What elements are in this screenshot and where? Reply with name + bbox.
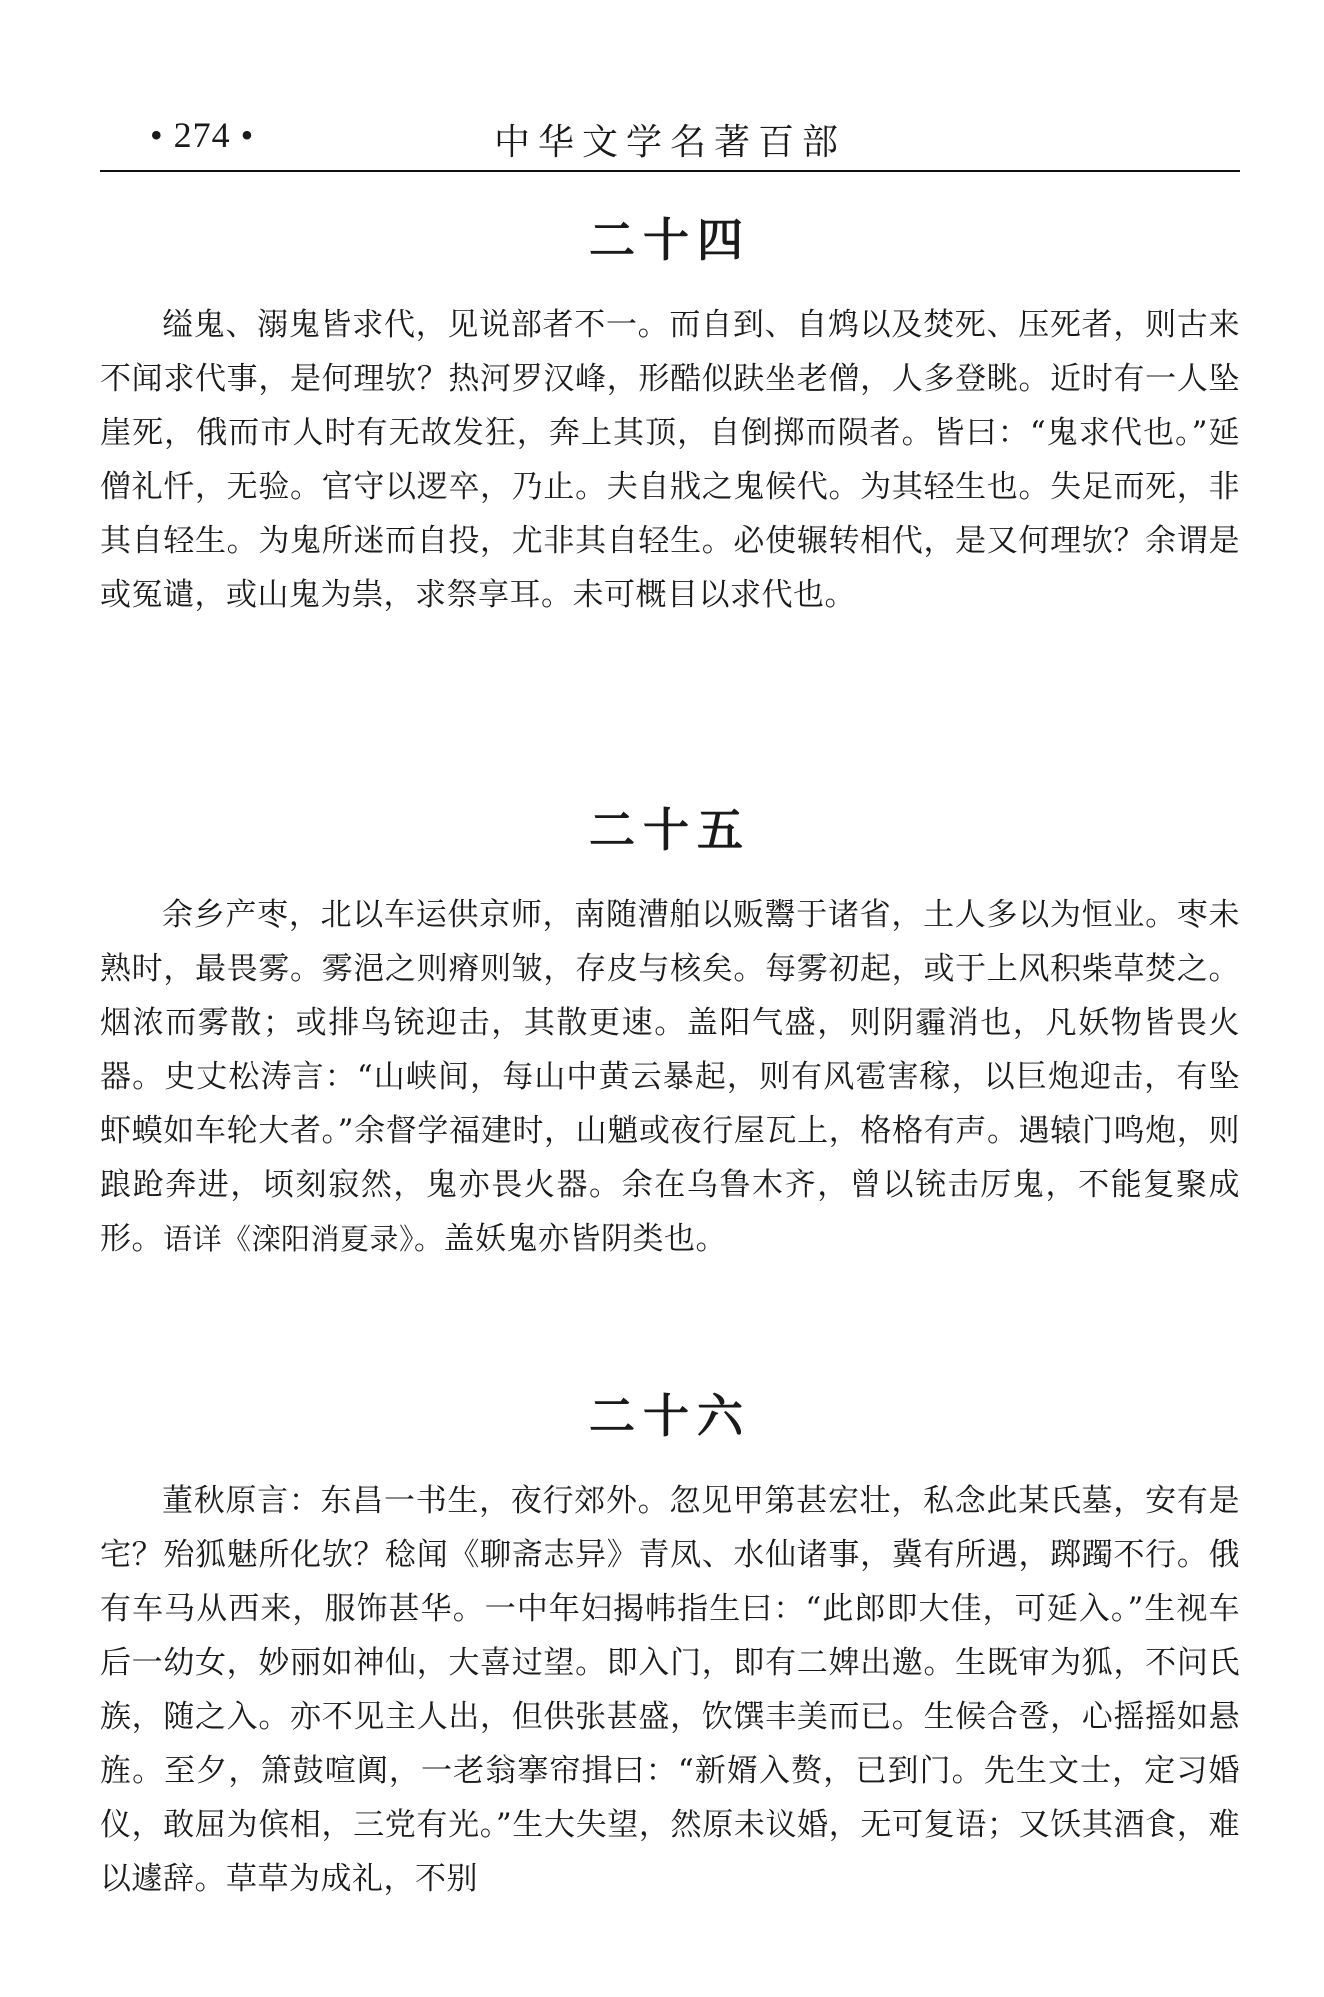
section-body (100, 888, 1240, 1266)
header-rule (100, 170, 1240, 172)
section-26 (100, 1386, 1240, 1906)
page-number: • 274 • (150, 115, 255, 155)
section-body: 缢鬼、溺鬼皆求代，见说部者不一。而自到、自鸩以及焚死、压死者，则古来不闻求代事，是何理欤？热河罗汉峰，形酷似趺坐老僧，人多登眺。近时有一人坠崖死，俄而市人时有无故发狂，奔上其顶，自倒掷而陨者。皆曰：“鬼求代也。”延僧礼忏，无验。官守以逻卒，乃止。夫自戕之鬼候代。为其轻生也。失足而死，非其自轻生。为鬼所迷而自投，尤非其自轻生。必使辗转相代，是又何理欤？余谓是或冤谴，或山鬼为祟，求祭享耳。未可概目以求代也。 (100, 307, 1240, 613)
section-body: 董秋原言：东昌一书生，夜行郊外。忽见甲第甚宏壮，私念此某氏墓，安有是宅？殆狐魅所化欤？稔闻《聊斋志异》青凤、水仙诸事，冀有所遇，踯躅不行。俄有车马从西来，服饰甚华。一中年妇揭帏指生曰：“此郎即大佳，可延入。”生视车后一幼女，妙丽如神仙，大喜过望。即入门，即有二婢出邀。生既审为狐，不问氏族，随之入。亦不见主人出，但供张甚盛，饮馔丰美而已。生候合卺，心摇摇如悬旌。至夕，箫鼓喧阗，一老翁搴帘揖曰：“新婿入赘，已到门。先生文士，定习婚仪，敢屈为傧相，三党有光。”生大失望，然原未议婚，无可复语；又饫其酒食，难以遽辞。草草为成礼，不别 (100, 1483, 1240, 1897)
book-title: 中华文学名著百部 (493, 122, 846, 163)
section-body-main: 余乡产枣，北以车运供京师，南随漕舶以贩鬻于诸省，土人多以为恒业。枣未熟时，最畏雾。雾浥之则瘠则皱，存皮与核矣。每雾初起，或于上风积柴草焚之。烟浓而雾散；或排鸟铳迎击，其散更速。盖阳气盛，则阴霾消也，凡妖物皆畏火器。史丈松涛言：“山峡间，每山中黄云暴起，则有风雹害稼，以巨炮迎击，有坠虾蟆如车轮大者。”余督学福建时，山魈或夜行屋瓦上，格格有声。遇辕门鸣炮，则踉跄奔进，顷刻寂然，鬼亦畏火器。余在乌鲁木齐，曾以铳击厉鬼，不能复聚成形。 (100, 897, 1240, 1257)
section-body-end: 盖妖鬼亦皆阴类也。 (443, 1221, 728, 1257)
inline-note: 语详《滦阳消夏录》。 (163, 1222, 444, 1256)
section-25 (100, 800, 1240, 1266)
section-title: 二十四 (589, 213, 751, 267)
page-header (100, 108, 1240, 172)
section-24 (100, 210, 1240, 622)
section-title: 二十五 (589, 803, 751, 857)
section-title: 二十六 (589, 1389, 751, 1443)
